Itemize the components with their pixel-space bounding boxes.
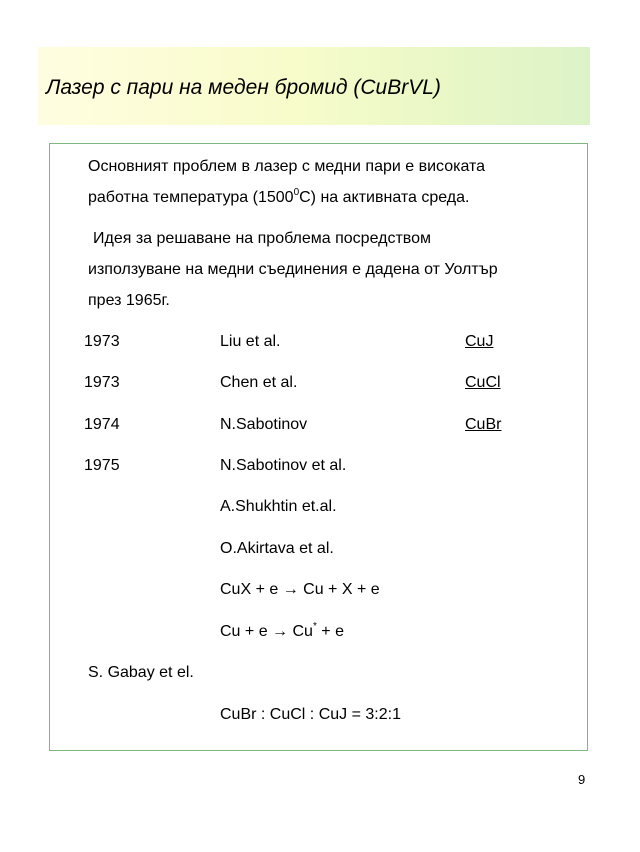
table-row-year: 1973 — [84, 374, 120, 391]
table-row-year: 1975 — [84, 457, 120, 474]
table-row-author: N.Sabotinov — [220, 416, 308, 433]
idea-line-2: използуване на медни съединения е дадена от Уолтър — [88, 261, 498, 278]
intro-line-2-post: C) на активната среда. — [299, 189, 470, 206]
gabay-author: S. Gabay et el. — [88, 664, 194, 681]
idea-line-1: Идея за решаване на проблема посредством — [93, 230, 432, 247]
reaction-1: CuX + e → Cu + X + e — [220, 581, 380, 598]
table-row-compound: CuBr — [465, 416, 502, 433]
table-row-author: Chen et al. — [220, 374, 298, 391]
degree-superscript: 0 — [293, 186, 300, 198]
ratio-line: CuBr : CuCl : CuJ = 3:2:1 — [220, 706, 401, 723]
slide-title: Лазер с пари на меден бромид (CuBrVL) — [46, 76, 441, 99]
reaction-2 — [220, 620, 344, 641]
table-row-author: Liu et al. — [220, 333, 281, 350]
intro-line-2 — [88, 186, 470, 207]
excited-superscript: * — [312, 620, 317, 632]
reaction-2-post: + e — [316, 623, 344, 640]
content-box — [49, 143, 588, 751]
intro-line-1: Основният проблем в лазер с медни пари е високата — [88, 158, 486, 175]
extra-author: A.Shukhtin et.al. — [220, 498, 337, 515]
extra-author: O.Akirtava et al. — [220, 540, 334, 557]
page-number: 9 — [578, 772, 586, 787]
idea-line-3: през 1965г. — [88, 292, 170, 309]
intro-line-2-pre: работна температура (1500 — [88, 189, 294, 206]
table-row-year: 1973 — [84, 333, 120, 350]
title-band — [38, 47, 590, 125]
table-row-author: N.Sabotinov et al. — [220, 457, 347, 474]
table-row-year: 1974 — [84, 416, 120, 433]
table-row-compound: CuJ — [465, 333, 494, 350]
table-row-compound: CuCl — [465, 374, 501, 391]
reaction-2-pre: Cu + e → Cu — [220, 623, 313, 640]
